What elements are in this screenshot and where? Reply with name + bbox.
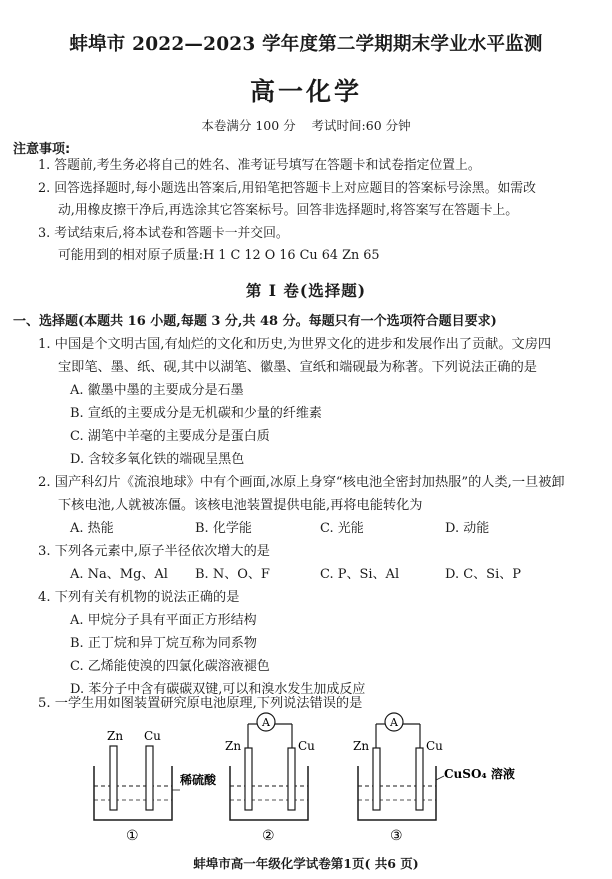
solution-label-copper-sulfate: CuSO₄ 溶液 — [444, 767, 515, 781]
copper-electrode — [146, 746, 153, 810]
notes-heading: 注意事项: — [13, 142, 71, 157]
question-2-stem: 2. 国产科幻片《流浪地球》中有个画面,冰原上身穿“核电池全密封加热服”的人类,一旦被卸 — [38, 475, 565, 490]
question-4-option-a: A. 甲烷分子具有平面正方形结构 — [70, 613, 257, 628]
zinc-electrode — [110, 746, 117, 810]
question-3-stem: 3. 下列各元素中,原子半径依次增大的是 — [38, 544, 270, 559]
question-4-option-d: D. 苯分子中含有碳碳双键,可以和溴水发生加成反应 — [70, 682, 366, 697]
cell-setup-1 — [94, 729, 217, 844]
zinc-electrode — [245, 748, 252, 810]
ammeter-label: A — [390, 716, 398, 729]
question-1-option-d: D. 含较多氧化铁的端砚呈黑色 — [70, 452, 245, 467]
question-3-option-b: B. N、O、F — [195, 567, 270, 582]
question-1-option-b: B. 宣纸的主要成分是无机碳和少量的纤维素 — [70, 406, 322, 421]
note-item: 动,用橡皮擦干净后,再选涂其它答案标号。回答非选择题时,将答案写在答题卡上。 — [58, 203, 519, 218]
copper-electrode — [288, 748, 295, 810]
atomic-mass-note: 可能用到的相对原子质量:H 1 C 12 O 16 Cu 64 Zn 65 — [58, 248, 380, 263]
galvanic-cell-diagram — [80, 704, 530, 844]
setup-label-2: ② — [262, 828, 275, 844]
section-title: 第 I 卷(选择题) — [245, 281, 367, 300]
solution-label-dilute-sulfuric-acid: 稀硫酸 — [180, 773, 217, 787]
question-2-option-d: D. 动能 — [445, 521, 490, 536]
question-4-option-b: B. 正丁烷和异丁烷互称为同系物 — [70, 636, 257, 651]
question-4-option-c: C. 乙烯能使溴的四氯化碳溶液褪色 — [70, 659, 270, 674]
beaker — [230, 766, 308, 820]
electrode-label-cu: Cu — [298, 739, 315, 753]
label-leader — [436, 776, 444, 780]
page-footer: 蚌埠市高一年级化学试卷第1页( 共6 页) — [193, 856, 419, 871]
electrode-label-zn: Zn — [225, 739, 242, 753]
question-1-stem: 1. 中国是个文明古国,有灿烂的文化和历史,为世界文化的进步和发展作出了贡献。文房四 — [38, 337, 552, 352]
note-item: 2. 回答选择题时,每小题选出答案后,用铅笔把答题卡上对应题目的答案标号涂黑。如需改 — [38, 181, 536, 196]
electrode-label-zn: Zn — [107, 729, 124, 743]
cell-setup-2 — [225, 713, 315, 844]
question-2-option-a: A. 热能 — [70, 521, 114, 536]
question-3-option-c: C. P、Si、Al — [320, 567, 400, 582]
note-item: 3. 考试结束后,将本试卷和答题卡一并交回。 — [38, 226, 289, 241]
question-2-option-b: B. 化学能 — [195, 521, 252, 536]
setup-label-3: ③ — [390, 828, 403, 844]
electrode-label-zn: Zn — [353, 739, 370, 753]
electrode-label-cu: Cu — [144, 729, 161, 743]
ammeter-label: A — [262, 716, 270, 729]
cell-setup-3 — [353, 713, 515, 844]
electrode-label-cu: Cu — [426, 739, 443, 753]
question-2-stem: 下核电池,人就被冻僵。该核电池装置提供电能,再将电能转化为 — [58, 498, 423, 513]
question-3-option-a: A. Na、Mg、Al — [70, 567, 168, 582]
question-5-stem: 5. 一学生用如图装置研究原电池原理,下列说法错误的是 — [38, 696, 363, 711]
setup-label-1: ① — [126, 828, 139, 844]
copper-electrode — [416, 748, 423, 810]
question-1-stem: 宝即笔、墨、纸、砚,其中以湖笔、徽墨、宣纸和端砚最为称著。下列说法正确的是 — [58, 360, 537, 375]
question-1-option-a: A. 徽墨中墨的主要成分是石墨 — [70, 383, 244, 398]
exam-meta: 本卷满分 100 分 考试时间:60 分钟 — [201, 118, 411, 133]
question-1-option-c: C. 湖笔中羊毫的主要成分是蛋白质 — [70, 429, 270, 444]
zinc-electrode — [373, 748, 380, 810]
beaker — [358, 766, 436, 820]
question-2-option-c: C. 光能 — [320, 521, 364, 536]
subject-title: 高一化学 — [249, 77, 362, 106]
question-4-stem: 4. 下列有关有机物的说法正确的是 — [38, 590, 240, 605]
section-intro: 一、选择题(本题共 16 小题,每题 3 分,共 48 分。每题只有一个选项符合题目要求) — [13, 314, 497, 329]
exam-title: 蚌埠市 2022—2023 学年度第二学期期末学业水平监测 — [69, 34, 543, 55]
note-item: 1. 答题前,考生务必将自己的姓名、准考证号填写在答题卡和试卷指定位置上。 — [38, 158, 481, 173]
beaker — [94, 766, 172, 820]
question-3-option-d: D. C、Si、P — [445, 567, 521, 582]
